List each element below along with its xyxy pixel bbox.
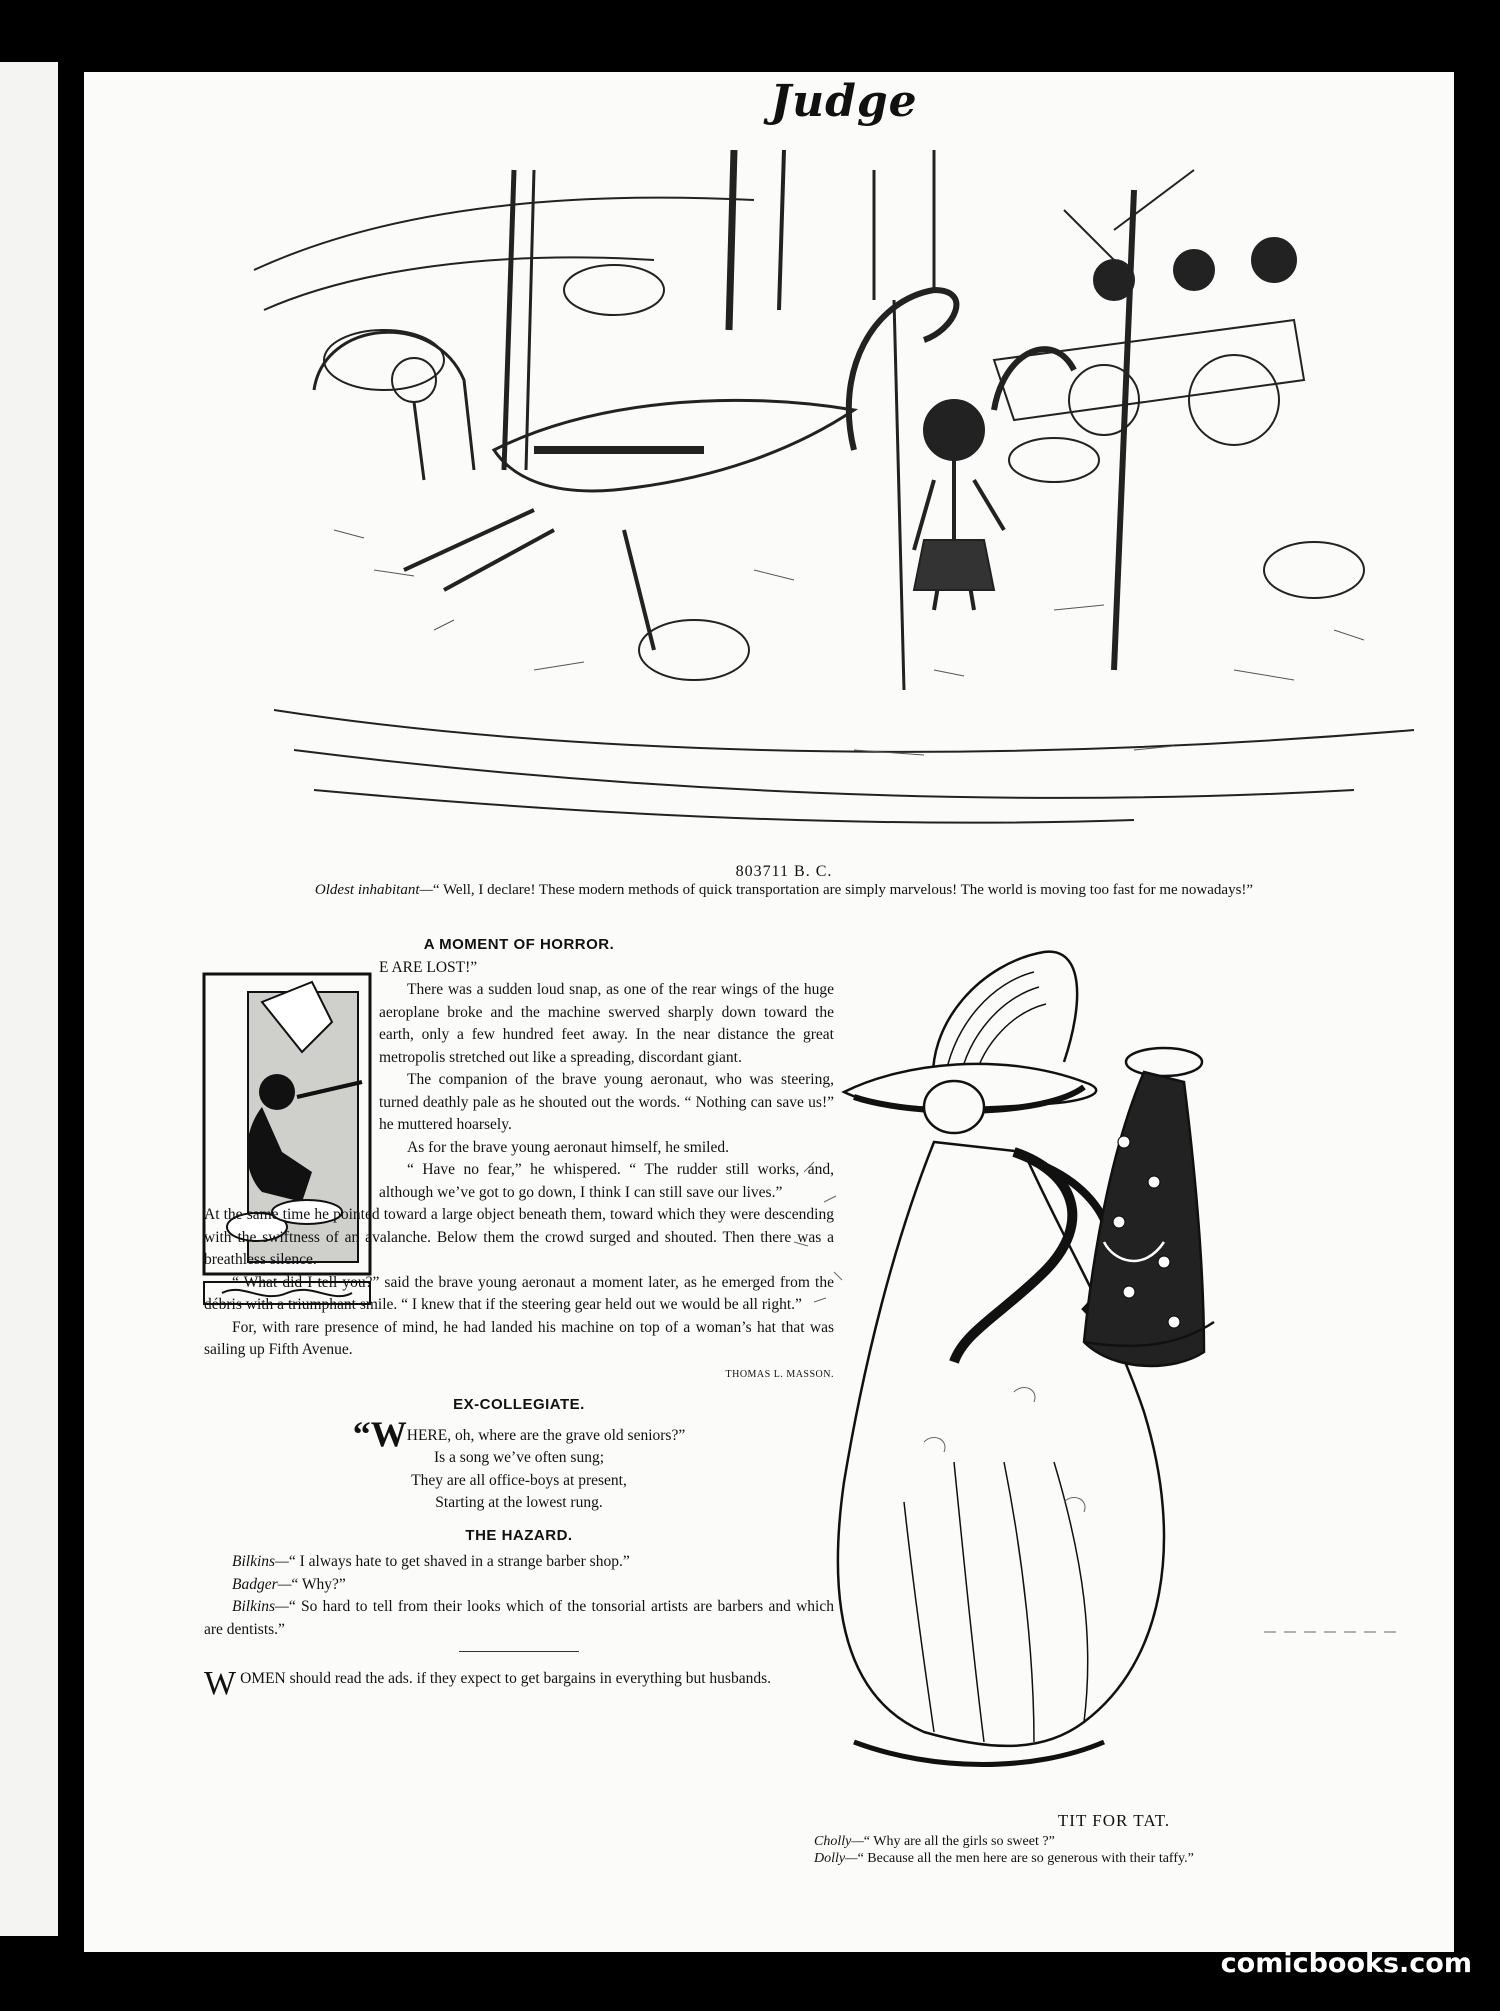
ad-text: OMEN should read the ads. if they expect to get bargains in everything but husbands.	[240, 1670, 771, 1687]
divider	[459, 1651, 579, 1652]
dialog-line	[814, 1850, 1414, 1867]
dialog-speaker: Badger—	[232, 1575, 292, 1593]
dialog-text: “ Because all the men here are so generous with their taffy.”	[857, 1851, 1194, 1866]
dialog-line	[814, 1833, 1414, 1850]
story-wrapped-text	[379, 957, 834, 1205]
story-paragraph: There was a sudden loud snap, as one of the rear wings of the huge aeroplane broke and the machine swerved sharply down toward the earth, only a few hundred feet away. In the near distance the great metropolis stretched out like a spreading, discordant giant.	[379, 981, 834, 1066]
top-cartoon-quote-text: “ Well, I declare! These modern methods of quick transportation are simply marvelous! The world is moving too fast for me nowadays!”	[432, 882, 1254, 898]
story-signature: THOMAS L. MASSON.	[725, 1368, 834, 1380]
poem-body	[204, 1413, 834, 1515]
dialog-text: “ Why are all the girls so sweet ?”	[863, 1834, 1055, 1849]
poem-line: Is a song we’ve often sung;	[433, 1449, 605, 1466]
story-paragraph: “ What did I tell you?” said the brave young aeronaut a moment later, as he emerged from the débris with a triumphant smile. “ I knew that if the steering gear held out we would be all right.”	[204, 1273, 834, 1313]
caveman-cartoon-illustration	[234, 150, 1434, 850]
story-heading: A MOMENT OF HORROR.	[423, 936, 615, 953]
magazine-page	[84, 72, 1454, 1952]
poem-line: Starting at the lowest rung.	[435, 1494, 603, 1511]
poem-drop-cap: W	[370, 1413, 407, 1454]
dialog-speaker: Cholly—	[814, 1834, 864, 1849]
dialog-line	[204, 1596, 834, 1641]
poem-open-quote: “	[352, 1413, 371, 1454]
dialog-text: “ I always hate to get shaved in a strange barber shop.”	[288, 1553, 630, 1570]
poem-line	[204, 1413, 834, 1454]
story-paragraph: At the same time he pointed toward a large object beneath them, toward which they were descending with the swiftness of an avalanche. Below them the crowd surged and shouted. Then there was a breathless silence.	[204, 1206, 834, 1268]
story-paragraph: For, with rare presence of mind, he had landed his machine on top of a woman’s hat that was sailing up Fifth Avenue.	[204, 1318, 834, 1358]
story-paragraph: “ Have no fear,” he whispered. “ The rudder still works, and, although we’ve got to go down, I think I can still save our lives.”	[379, 1161, 834, 1201]
dialog-speaker: Dolly—	[814, 1851, 858, 1866]
lady-in-hat-cartoon-illustration	[784, 942, 1444, 1882]
left-text-column	[204, 934, 834, 1700]
adjacent-page-edge	[0, 62, 58, 1936]
hazard-dialog	[204, 1551, 834, 1641]
women-ad-note	[204, 1665, 834, 1702]
top-cartoon-caption	[234, 862, 1334, 900]
top-cartoon-title: 803711 B. C.	[735, 863, 833, 880]
dialog-text: “ Why?”	[291, 1575, 346, 1593]
dialog-speaker: Bilkins—	[232, 1553, 289, 1570]
ad-drop-cap: W	[204, 1665, 237, 1702]
poem-line-text: HERE, oh, where are the grave old seniors?”	[406, 1426, 686, 1444]
watermark: comicbooks.com	[1220, 1948, 1472, 1979]
dialog-line	[204, 1574, 834, 1597]
dialog-line	[204, 1551, 834, 1574]
story-lead: E ARE LOST!”	[379, 958, 478, 976]
story-paragraph: As for the brave young aeronaut himself, he smiled.	[407, 1138, 729, 1156]
story-paragraph: The companion of the brave young aeronaut, who was steering, turned deathly pale as he shouted out the words. “ Nothing can save us!” he muttered hoarsely.	[379, 1071, 834, 1133]
poem-line: They are all office-boys at present,	[411, 1471, 627, 1489]
dialog-speaker: Bilkins—	[232, 1598, 289, 1615]
right-cartoon-title: TIT FOR TAT.	[1057, 1811, 1171, 1830]
top-cartoon-speaker: Oldest inhabitant—	[314, 882, 433, 898]
dialog-text: “ So hard to tell from their looks which of the tonsorial artists are barbers and which are dentists.”	[204, 1598, 834, 1638]
right-cartoon-caption	[814, 1812, 1414, 1867]
hazard-heading: THE HAZARD.	[465, 1526, 573, 1544]
masthead-title: Judge	[770, 76, 918, 127]
poem-heading: EX-COLLEGIATE.	[453, 1396, 585, 1413]
top-cartoon-quote	[234, 881, 1334, 900]
